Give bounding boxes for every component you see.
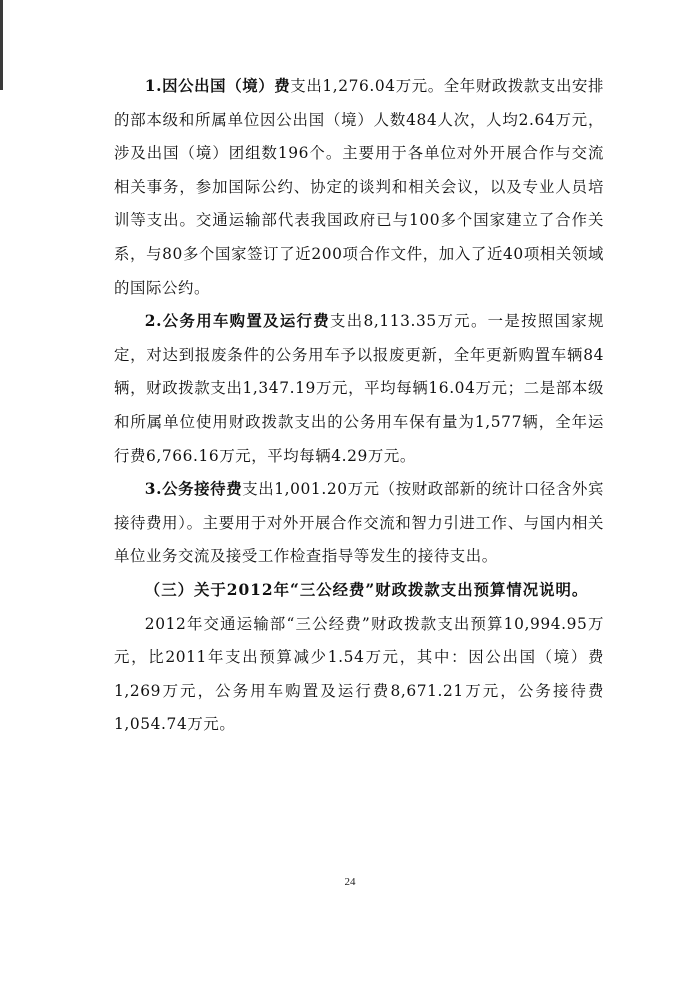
paragraph-lead: 2.公务用车购置及运行费 xyxy=(144,312,330,331)
paragraph-text: 支出8,113.35万元。一是按照国家规定，对达到报废条件的公务用车予以报废更新，全年更新购置车辆84辆，财政拨款支出1,347.19万元，平均每辆16.04万元；二是部本级和所属单位使用财政拨款支出的公务用车保有量为1,577辆，全年运行费6,766.16万元，平均每辆4.29万元。 xyxy=(114,312,604,465)
paragraph-official-reception xyxy=(114,473,604,574)
section-heading: （三）关于2012年“三公经费”财政拨款支出预算情况说明。 xyxy=(144,580,589,599)
paragraph-lead: 3.公务接待费 xyxy=(144,480,243,499)
paragraph-official-vehicles xyxy=(114,305,604,473)
paragraph-text: 支出1,001.20万元（按财政部新的统计口径含外宾接待费用）。主要用于对外开展合作交流和智力引进工作、与国内相关单位业务交流及接受工作检查指导等发生的接待支出。 xyxy=(114,480,604,566)
document-body xyxy=(114,70,604,742)
paragraph-lead: 1.因公出国（境）费 xyxy=(144,77,291,95)
paragraph-budget-2012: 2012年交通运输部“三公经费”财政拨款支出预算10,994.95万元，比2011年支出预算减少1.54万元，其中：因公出国（境）费1,269万元，公务用车购置及运行费8,671.21万元，公务接待费1,054.74万元。 xyxy=(114,614,604,734)
paragraph-overseas-travel xyxy=(114,70,604,305)
page-number: 24 xyxy=(344,876,356,888)
scan-edge-mark xyxy=(0,0,3,90)
paragraph-text: 支出1,276.04万元。全年财政拨款支出安排的部本级和所属单位因公出国（境）人数484人次，人均2.64万元，涉及出国（境）团组数196个。主要用于各单位对外开展合作与交流相关事务，参加国际公约、协定的谈判和相关会议，以及专业人员培训等支出。交通运输部代表我国政府已与100多个国家建立了合作关系，与80多个国家签订了近200项合作文件，加入了近40项相关领域的国际公约。 xyxy=(114,77,604,297)
